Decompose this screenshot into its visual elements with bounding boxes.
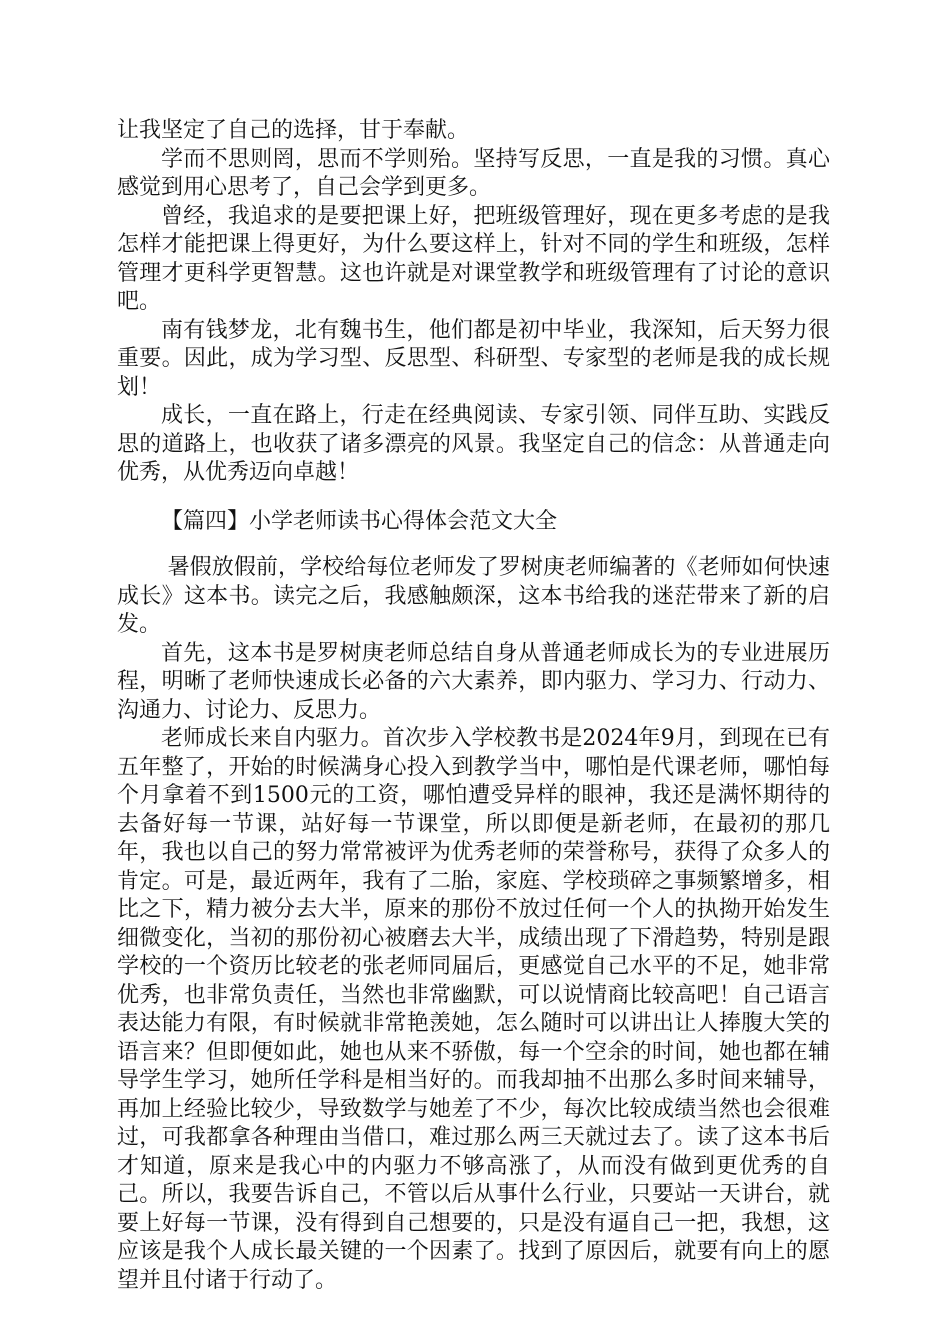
document-page [117,117,830,1295]
section-heading: 【篇四】小学老师读书心得体会范文大全 [161,508,558,534]
paragraph: 老师成长来自内驱力。首次步入学校教书是2024年9月，到现在已有五年整了，开始的时候满身心投入到教学当中，哪怕是代课老师，哪怕每个月拿着不到1500元的工资，哪怕遭受异样的眼神，我还是满怀期待的去备好每一节课，站好每一节课堂，所以即便是新老师，在最初的那几年，我也以自己的努力常常被评为优秀老师的荣誉称号，获得了众多人的肯定。可是，最近两年，我有了二胎，家庭、学校琐碎之事频繁增多，相比之下，精力被分去大半，原来的那份不放过任何一个人的执拗开始发生细微变化，当初的那份初心被磨去大半，成绩出现了下滑趋势，特别是跟学校的一个资历比较老的张老师同届后，更感觉自己水平的不足，她非常优秀，也非常负责任，当然也非常幽默，可以说情商比较高吧！自己语言表达能力有限，有时候就非常艳羡她，怎么随时可以讲出让人捧腹大笑的语言来？但即便如此，她也从来不骄傲，每一个空余的时间，她也都在辅导学生学习，她所任学科是相当好的。而我却抽不出那么多时间来辅导，再加上经验比较少，导致数学与她差了不少，每次比较成绩当然也会很难过，可我都拿各种理由当借口，难过那么两三天就过去了。读了这本书后才知道，原来是我心中的内驱力不够高涨了，从而没有做到更优秀的自己。所以，我要告诉自己，不管以后从事什么行业，只要站一天讲台，就要上好每一节课，没有得到自己想要的，只是没有逼自己一把，我想，这应该是我个人成长最关键的一个因素了。找到了原因后，就要有向上的愿望并且付诸于行动了。 [117,726,830,1293]
paragraph: 首先，这本书是罗树庚老师总结自身从普通老师成长为的专业进展历程，明晰了老师快速成长必备的六大素养，即内驱力、学习力、行动力、沟通力、讨论力、反思力。 [117,640,830,723]
paragraph: 成长，一直在路上，行走在经典阅读、专家引领、同伴互助、实践反思的道路上，也收获了诸多漂亮的风景。我坚定自己的信念：从普通走向优秀，从优秀迈向卓越！ [117,403,830,485]
paragraph: 南有钱梦龙，北有魏书生，他们都是初中毕业，我深知，后天努力很重要。因此，成为学习型、反思型、科研型、专家型的老师是我的成长规划！ [117,317,830,400]
paragraph: 暑假放假前，学校给每位老师发了罗树庚老师编著的《老师如何快速成长》这本书。读完之后，我感触颇深，这本书给我的迷茫带来了新的启发。 [117,555,830,637]
paragraph: 曾经，我追求的是要把课上好，把班级管理好，现在更多考虑的是我怎样才能把课上得更好，为什么要这样上，针对不同的学生和班级，怎样管理才更科学更智慧。这也许就是对课堂教学和班级管理有了讨论的意识吧。 [117,203,830,314]
paragraph: 学而不思则罔，思而不学则殆。坚持写反思，一直是我的习惯。真心感觉到用心思考了，自己会学到更多。 [117,146,830,200]
paragraph: 让我坚定了自己的选择，甘于奉献。 [117,118,470,143]
